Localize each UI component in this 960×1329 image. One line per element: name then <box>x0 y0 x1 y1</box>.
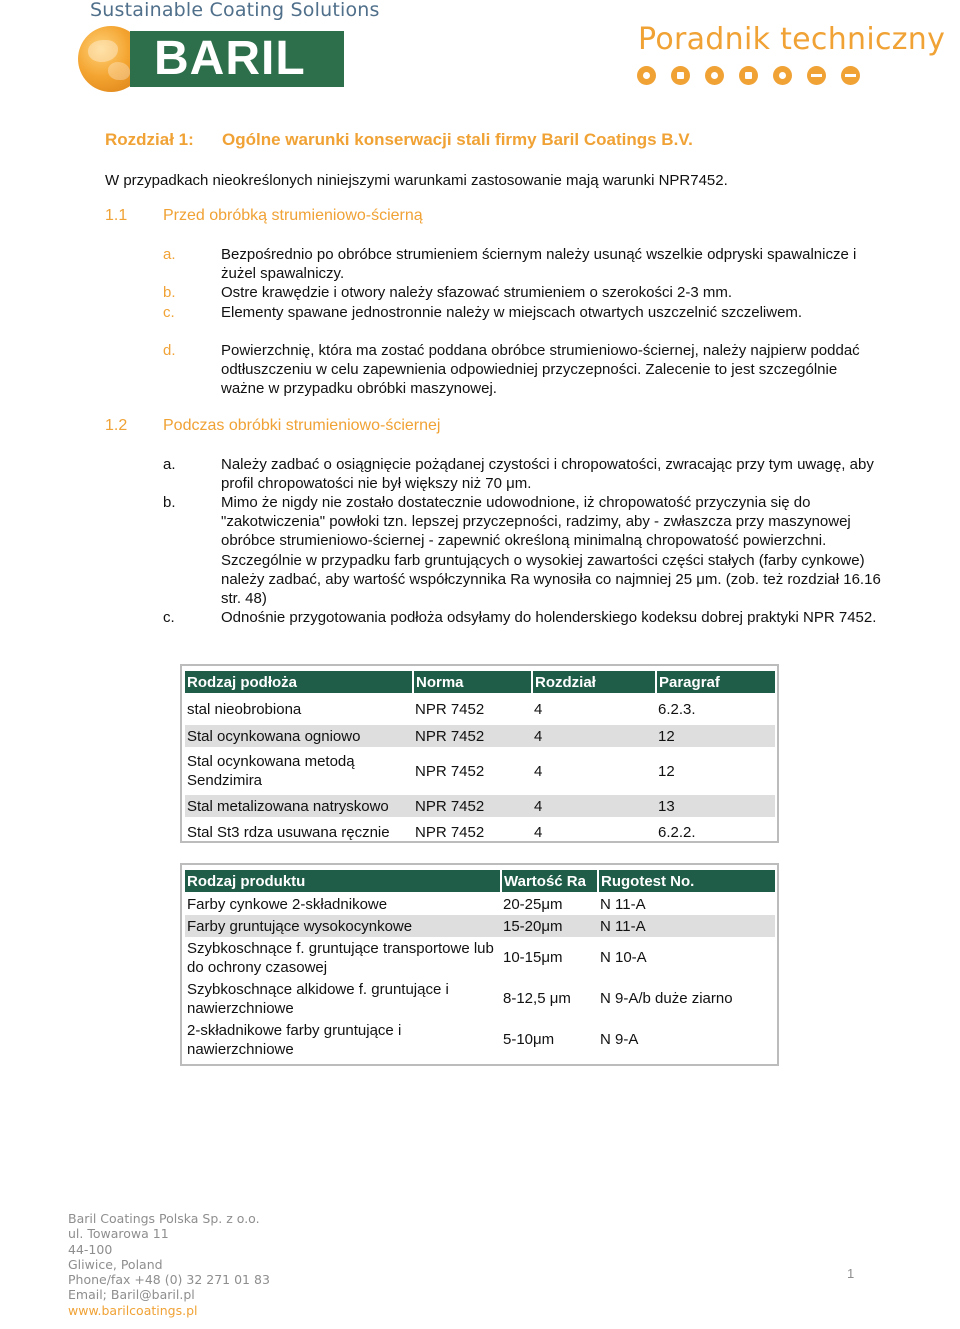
quadrant-icon <box>671 66 690 85</box>
footer-phone: Phone/fax +48 (0) 32 271 01 83 <box>68 1272 270 1288</box>
footer-street: ul. Towarowa 11 <box>68 1226 169 1242</box>
column-header: Wartość Ra <box>501 870 598 892</box>
section-1-2-list <box>163 455 883 627</box>
section-number: 1.2 <box>105 417 128 434</box>
column-header: Rodzaj produktu <box>185 870 501 892</box>
dome-icon <box>807 66 826 85</box>
bottle-icon <box>739 66 758 85</box>
column-header: Rodzaj podłoża <box>185 671 413 693</box>
column-header: Rozdział <box>532 671 656 693</box>
chapter-heading <box>105 130 693 150</box>
list-item: a. Bezpośrednio po obróbce strumieniem ściernym należy usunąć wszelkie odpryski spawalnicze i żużel spawalniczy. <box>163 246 857 283</box>
list-item: b. Ostre krawędzie i otwory należy sfazować strumieniem o szerokości 2-3 mm. <box>163 284 732 301</box>
footer-email: Email; Baril@baril.pl <box>68 1287 195 1303</box>
section-heading-1-1 <box>105 207 423 225</box>
table-row: Szybkoschnące alkidowe f. gruntujące i nawierzchniowe 8-12,5 μm N 9-A/b duże ziarno <box>187 980 733 1017</box>
section-number: 1.1 <box>105 207 128 224</box>
footer-address <box>68 1211 270 1318</box>
list-item: c. Odnośnie przygotowania podłoża odsyłamy do holenderskiego kodeksu dobrej praktyki NPR 7452. <box>163 609 877 626</box>
section-title: Podczas obróbki strumieniowo-ściernej <box>163 417 441 434</box>
list-item: c. Elementy spawane jednostronnie należy w miejscach otwartych uszczelnić szczeliwem. <box>163 304 803 321</box>
table-header-row <box>185 870 775 892</box>
sun-icon <box>705 66 724 85</box>
footer-city: Gliwice, Poland <box>68 1256 163 1272</box>
section-title: Przed obróbką strumieniowo-ścierną <box>163 207 423 224</box>
logo-text: BARIL <box>154 32 306 85</box>
guide-title: Poradnik techniczny <box>638 22 946 57</box>
footer-postcode: 44-100 <box>68 1241 113 1257</box>
intro-text: W przypadkach nieokreślonych niniejszymi warunkami zastosowanie mają warunki NPR7452. <box>105 172 728 189</box>
footer-company: Baril Coatings Polska Sp. z o.o. <box>68 1211 260 1226</box>
table-header-row <box>185 671 775 693</box>
table-row: Stal ocynkowana ogniowo NPR 7452 4 12 <box>185 725 775 747</box>
list-item: a. Należy zadbać o osiągnięcie pożądanej czystości i chropowatości, zwracając przy tym uwagę, aby profil chropowatości nie był większy niż 70 μm. <box>163 456 874 493</box>
baril-logo <box>78 26 344 92</box>
drop-icon <box>637 66 656 85</box>
column-header: Paragraf <box>656 671 775 693</box>
roughness-table <box>185 870 775 1060</box>
table-row: Farby gruntujące wysokocynkowe 15-20μm N 11-A <box>185 915 775 937</box>
chapter-number: Rozdział 1: <box>105 130 194 149</box>
table-row: Stal ocynkowana metodą Sendzimira NPR 7452 4 12 <box>187 753 675 789</box>
category-icons <box>637 66 860 85</box>
section-1-1-list <box>163 245 883 399</box>
list-item: d. Powierzchnię, która ma zostać poddana obróbce strumieniowo-ściernej, należy najpierw poddać odtłuszczeniu w celu zapewnienia odpowiedniej przyczepności. Zalecenie to jest szczególnie ważne w przypadku obróbki maszynowej. <box>163 342 860 398</box>
substrate-table <box>185 671 775 843</box>
column-header: Norma <box>413 671 532 693</box>
footer-website[interactable]: www.barilcoatings.pl <box>68 1302 198 1318</box>
table-row: Szybkoschnące f. gruntujące transportowe lub do ochrony czasowej 10-15μm N 10-A <box>187 939 647 976</box>
header-tagline: Sustainable Coating Solutions <box>90 0 380 21</box>
table-row: Stal St3 rdza usuwana ręcznie NPR 7452 4 6.2.2. <box>187 823 696 841</box>
table-row: Stal metalizowana natryskowo NPR 7452 4 13 <box>185 795 775 817</box>
chapter-title: Ogólne warunki konserwacji stali firmy Baril Coatings B.V. <box>222 130 693 149</box>
spiral-icon <box>773 66 792 85</box>
wave-icon <box>841 66 860 85</box>
section-heading-1-2 <box>105 417 440 435</box>
table-row: Farby cynkowe 2-składnikowe 20-25μm N 11-A <box>187 895 646 913</box>
list-item: b. Mimo że nigdy nie zostało dostatecznie udowodnione, iż chropowatość przyczynia się do "zakotwiczenia" powłoki tzn. lepszej przyczepności, radzimy, aby - zwłaszcza przy maszynowej obróbce strumieniowo-ściernej - zapewnić określoną minimalną chropowatość powierzchni. Szczególnie w przypadku farb gruntujących o wysokiej zawartości części stałych (farby cynkowe) należy zadbać, aby wartość współczynnika Ra wynosiła co najmniej 25 μm. (zob. też rozdział 16.16 str. 48) <box>163 494 881 608</box>
table-row: 2-składnikowe farby gruntujące i nawierzchniowe 5-10μm N 9-A <box>187 1021 639 1058</box>
table-row: stal nieobrobiona NPR 7452 4 6.2.3. <box>187 700 696 718</box>
column-header: Rugotest No. <box>598 870 775 892</box>
page-number: 1 <box>847 1266 855 1281</box>
